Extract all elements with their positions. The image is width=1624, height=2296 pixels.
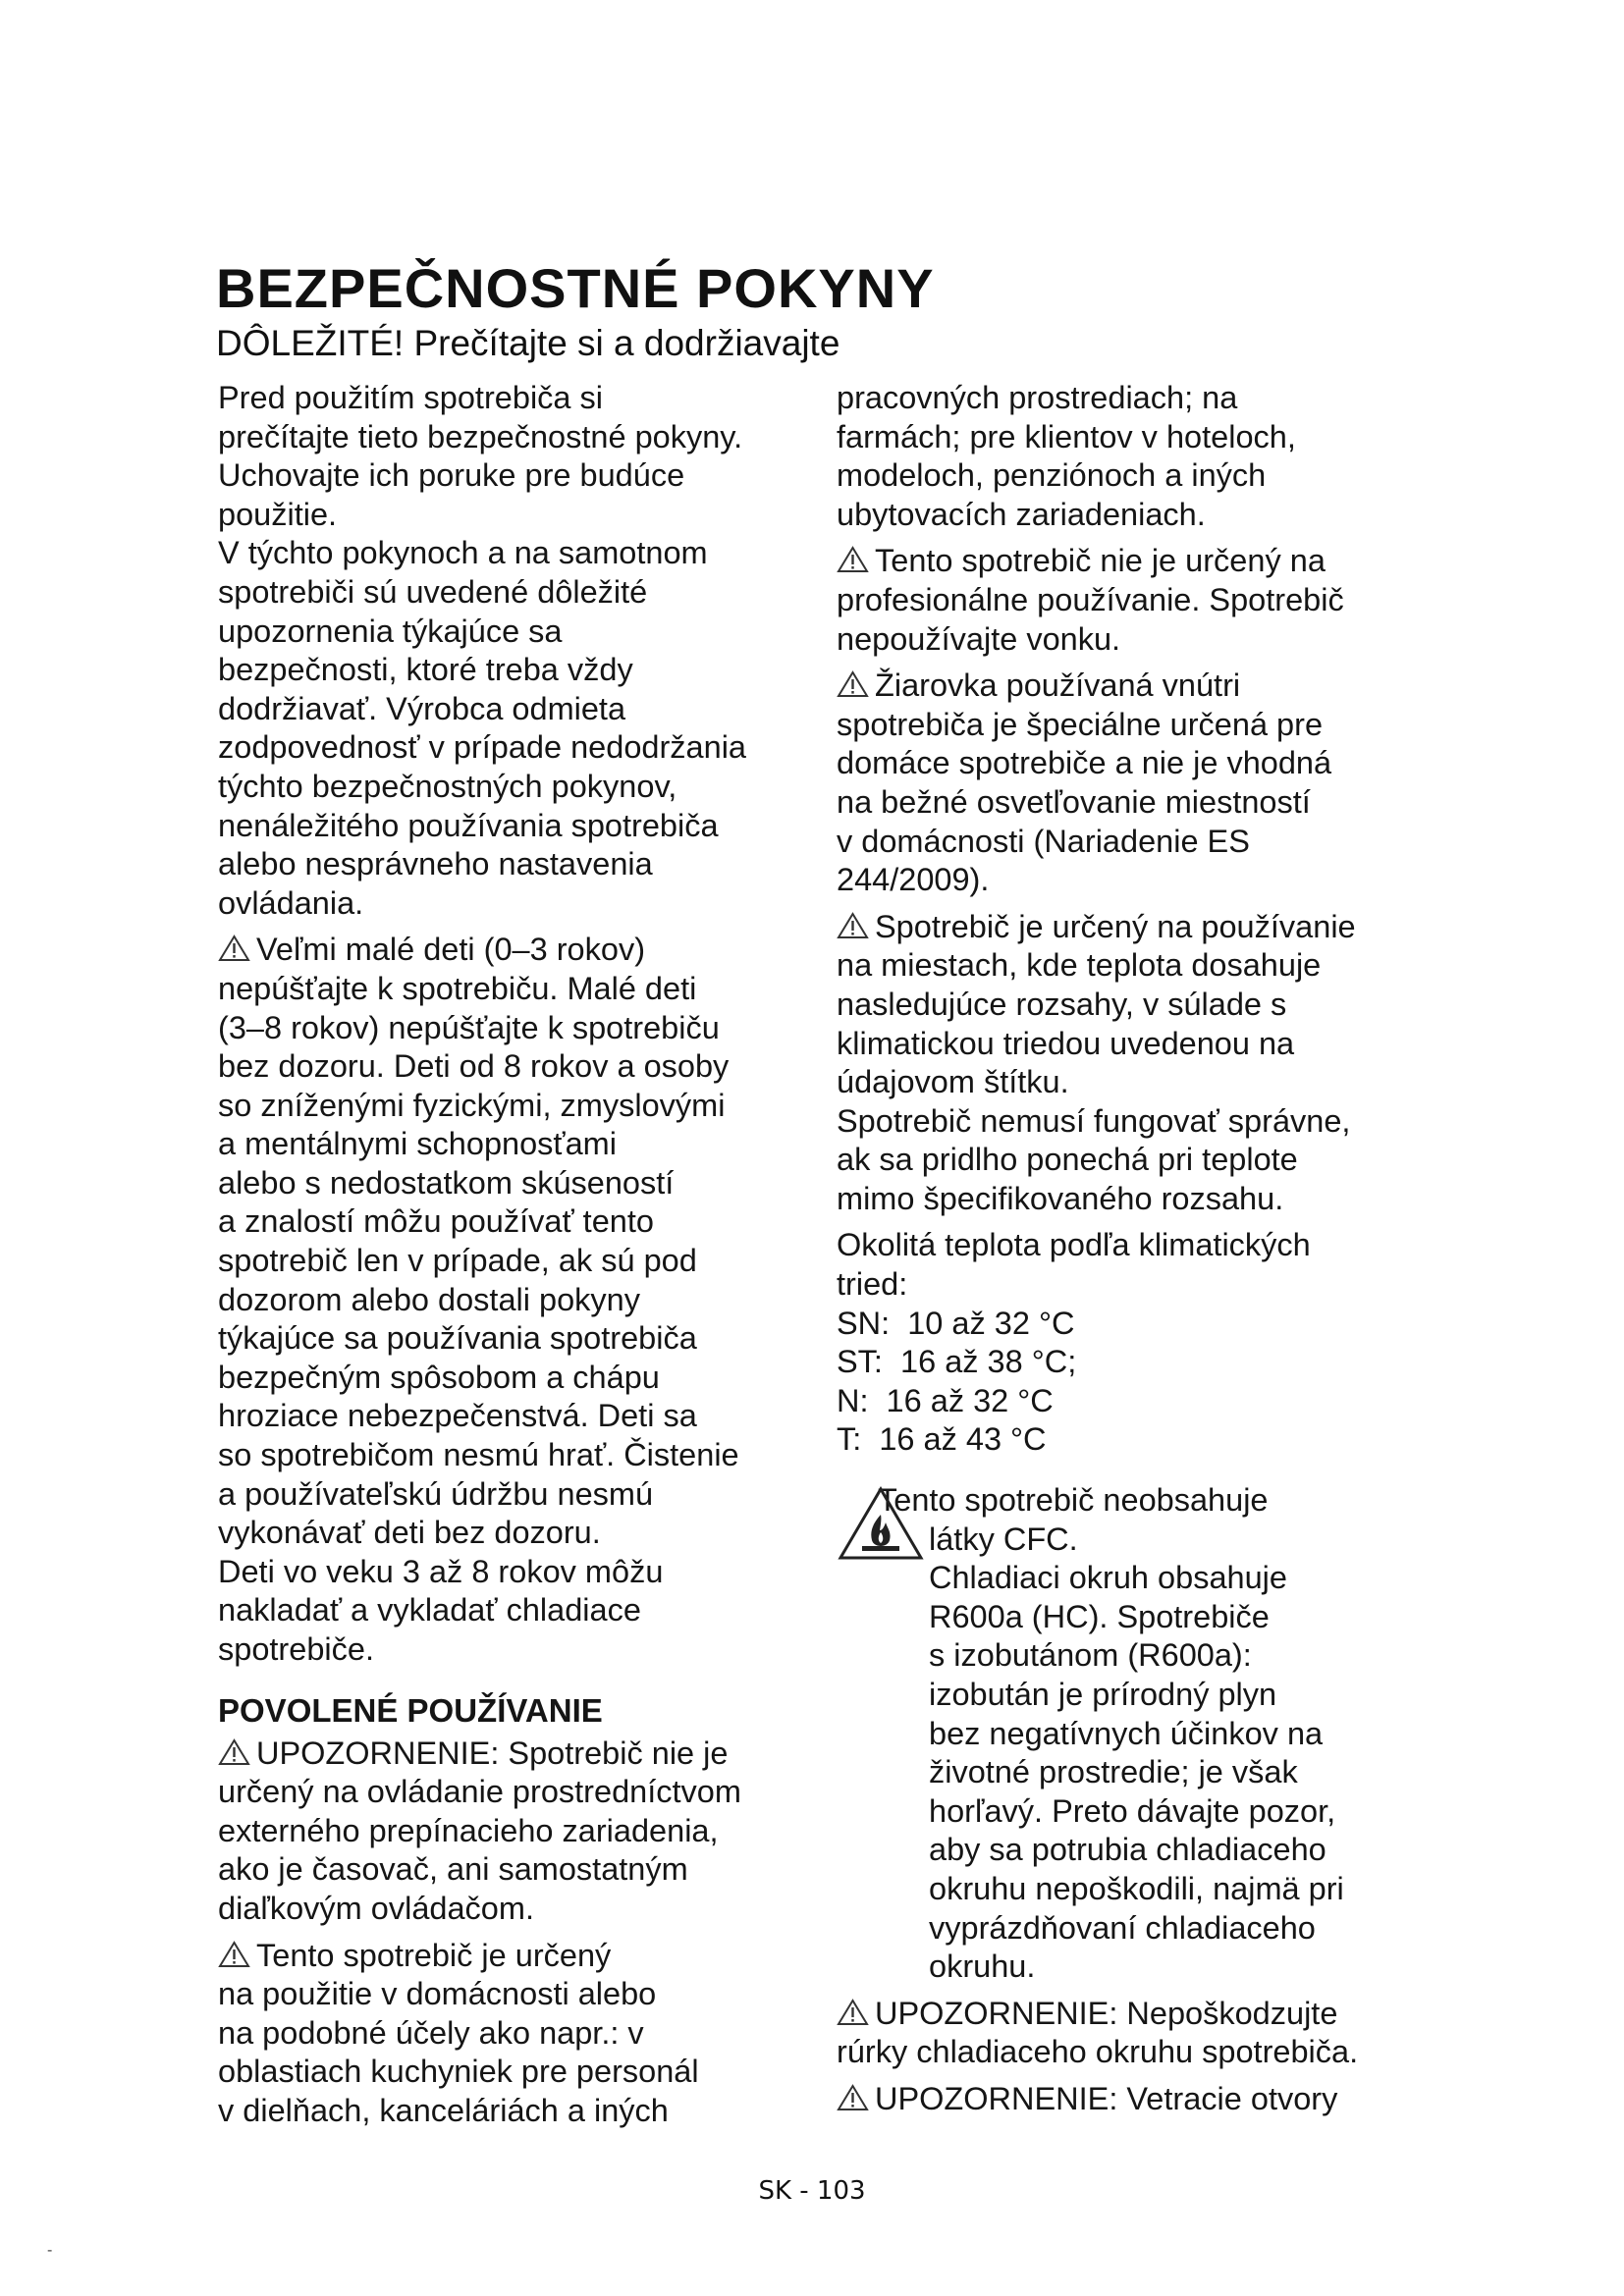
text-line: R600a (HC). Spotrebiče <box>929 1598 1270 1634</box>
text-line: Spotrebič je určený na používanie <box>875 908 1356 944</box>
text-line: nasledujúce rozsahy, v súlade s <box>837 986 1287 1022</box>
text-line: nepoužívajte vonku. <box>837 620 1121 657</box>
climate-warning-paragraph <box>837 908 1435 1219</box>
text-line: použitie. <box>218 496 338 532</box>
text-line: a mentálnymi schopnosťami <box>218 1126 617 1162</box>
text-line: a používateľskú údržbu nesmú <box>218 1475 654 1512</box>
warning-icon <box>218 1941 250 1968</box>
text-line: na podobné účely ako napr.: v <box>218 2014 644 2051</box>
text-line: vykonávať deti bez dozoru. <box>218 1515 601 1551</box>
flammable-warning-icon <box>837 1485 925 1562</box>
text-line: spotrebiče. <box>218 1631 374 1667</box>
climate-class-item: N: 16 až 32 °C <box>837 1382 1054 1418</box>
text-line: určený na ovládanie prostredníctvom <box>218 1774 741 1810</box>
text-line: ak sa pridlho ponechá pri teplote <box>837 1142 1298 1178</box>
text-line: izobután je prírodný plyn <box>929 1677 1277 1712</box>
text-line: oblastiach kuchyniek pre personál <box>218 2054 699 2090</box>
climate-classes-list <box>837 1305 1435 1460</box>
text-line: na bežné osvetľovanie miestností <box>837 783 1311 820</box>
climate-class-item: ST: 16 až 38 °C; <box>837 1344 1077 1380</box>
margin-mark: - <box>47 2242 53 2259</box>
text-line: farmách; pre klientov v hoteloch, <box>837 418 1296 454</box>
text-line: so spotrebičom nesmú hrať. Čistenie <box>218 1437 739 1473</box>
outdoor-warning-paragraph <box>837 542 1435 659</box>
text-line: Veľmi malé deti (0–3 rokov) <box>256 932 646 968</box>
climate-class-item: SN: 10 až 32 °C <box>837 1305 1075 1341</box>
warning-icon <box>837 912 869 939</box>
text-line: (3–8 rokov) nepúšťajte k spotrebiču <box>218 1009 720 1045</box>
text-line: Deti vo veku 3 až 8 rokov môžu <box>218 1553 664 1589</box>
text-line: v dielňach, kanceláriách a iných <box>218 2092 669 2128</box>
text-line: domáce spotrebiče a nie je vhodná <box>837 745 1332 781</box>
text-line: rúrky chladiaceho okruhu spotrebiča. <box>837 2034 1359 2070</box>
intro-paragraph <box>218 379 827 534</box>
warning-icon <box>837 546 869 573</box>
text-line: upozornenia týkajúce sa <box>218 613 563 649</box>
continuation-paragraph <box>837 379 1435 534</box>
text-line: UPOZORNENIE: Nepoškodzujte <box>875 1995 1338 2031</box>
children-warning-paragraph <box>218 931 827 1669</box>
text-line: týchto bezpečnostných pokynov, <box>218 768 677 804</box>
text-line: ovládania. <box>218 884 364 921</box>
text-line: Okolitá teplota podľa klimatických <box>837 1227 1311 1263</box>
text-line: okruhu. <box>929 1949 1036 1985</box>
text-line: klimatickou triedou uvedenou na <box>837 1025 1295 1061</box>
text-line: bez dozoru. Deti od 8 rokov a osoby <box>218 1048 730 1085</box>
text-line: nepúšťajte k spotrebiču. Malé deti <box>218 970 697 1006</box>
text-line: alebo nesprávneho nastavenia <box>218 846 653 882</box>
text-line: dozorom alebo dostali pokyny <box>218 1281 640 1317</box>
text-line: v domácnosti (Nariadenie ES <box>837 823 1250 859</box>
warning-icon <box>837 670 869 698</box>
text-line: látky CFC. <box>929 1521 1078 1557</box>
text-line: UPOZORNENIE: Spotrebič nie je <box>256 1735 729 1771</box>
text-line: s izobutánom (R600a): <box>929 1637 1252 1674</box>
text-line: Uchovajte ich poruke pre budúce <box>218 457 685 494</box>
text-line: vyprázdňovaní chladiaceho <box>929 1909 1316 1946</box>
text-line: bezpečnosti, ktoré treba vždy <box>218 652 633 688</box>
text-line: tried: <box>837 1266 908 1303</box>
page-number: SK - 103 <box>758 2176 866 2206</box>
warning-icon <box>218 1738 250 1766</box>
text-line: Pred použitím spotrebiča si <box>218 380 603 415</box>
page-title: BEZPEČNOSTNÉ POKYNY <box>216 257 935 319</box>
text-line: V týchto pokynoch a na samotnom <box>218 535 708 571</box>
text-line: aby sa potrubia chladiaceho <box>929 1832 1326 1868</box>
bulb-warning-paragraph <box>837 667 1435 900</box>
ambient-intro-paragraph <box>837 1226 1435 1304</box>
left-column <box>218 379 827 2131</box>
text-line: na miestach, kde teplota dosahuje <box>837 947 1322 984</box>
text-line: Tento spotrebič je určený <box>256 1937 612 1973</box>
text-line: ubytovacích zariadeniach. <box>837 496 1206 532</box>
text-line: profesionálne používanie. Spotrebič <box>837 581 1344 617</box>
cfc-notice-paragraph <box>837 1481 1435 1987</box>
text-line: nenáležitého používania spotrebiča <box>218 807 719 843</box>
text-line: mimo špecifikovaného rozsahu. <box>837 1180 1284 1216</box>
text-line: Chladiaci okruh obsahuje <box>929 1560 1287 1596</box>
text-line: prečítajte tieto bezpečnostné pokyny. <box>218 418 743 454</box>
text-line: na použitie v domácnosti alebo <box>218 1976 657 2012</box>
pipe-warning-paragraph <box>837 1995 1435 2072</box>
text-line: bezpečným spôsobom a chápu <box>218 1359 660 1395</box>
vent-warning-paragraph <box>837 2080 1435 2119</box>
warning-icon <box>837 2084 869 2111</box>
text-line: spotrebiči sú uvedené dôležité <box>218 573 648 610</box>
text-line: pracovných prostrediach; na <box>837 380 1238 415</box>
text-line: horľavý. Preto dávajte pozor, <box>929 1792 1336 1829</box>
safety-notice-paragraph <box>218 534 827 923</box>
timer-warning-paragraph <box>218 1735 827 1929</box>
text-line: so zníženými fyzickými, zmyslovými <box>218 1087 726 1123</box>
text-line: a znalostí môžu používať tento <box>218 1203 654 1240</box>
text-line: dodržiavať. Výrobca odmieta <box>218 690 626 726</box>
text-line: spotrebič len v prípade, ak sú pod <box>218 1243 697 1279</box>
text-line: týkajúce sa používania spotrebiča <box>218 1320 697 1357</box>
text-line: okruhu nepoškodili, najmä pri <box>929 1870 1344 1906</box>
text-line: modeloch, penziónoch a iných <box>837 457 1267 494</box>
section-heading: POVOLENÉ POUŽÍVANIE <box>218 1691 603 1729</box>
warning-icon <box>837 1999 869 2026</box>
household-warning-paragraph <box>218 1937 827 2131</box>
text-line: ako je časovač, ani samostatným <box>218 1851 688 1888</box>
text-line: Tento spotrebič nie je určený na <box>875 543 1326 579</box>
text-line: údajovom štítku. <box>837 1064 1069 1100</box>
text-line: zodpovednosť v prípade nedodržania <box>218 729 746 766</box>
text-line: spotrebiča je špeciálne určená pre <box>837 706 1324 742</box>
text-line: Tento spotrebič neobsahuje <box>878 1482 1269 1519</box>
text-line: 244/2009). <box>837 862 990 898</box>
page-subtitle: DÔLEŽITÉ! Prečítajte si a dodržiavajte <box>216 323 840 363</box>
right-column <box>837 379 1435 2119</box>
climate-class-item: T: 16 až 43 °C <box>837 1421 1047 1458</box>
warning-icon <box>218 934 250 962</box>
text-line: externého prepínacieho zariadenia, <box>218 1812 719 1848</box>
text-line: diaľkovým ovládačom. <box>218 1890 534 1926</box>
text-line: Žiarovka používaná vnútri <box>875 667 1241 704</box>
text-line: hroziace nebezpečenstvá. Deti sa <box>218 1398 697 1434</box>
text-line: Spotrebič nemusí fungovať správne, <box>837 1102 1351 1139</box>
text-line: alebo s nedostatkom skúseností <box>218 1164 675 1201</box>
text-line: nakladať a vykladať chladiace <box>218 1592 641 1629</box>
text-line: životné prostredie; je však <box>929 1754 1298 1790</box>
text-line: bez negatívnych účinkov na <box>929 1715 1324 1751</box>
text-line: UPOZORNENIE: Vetracie otvory <box>875 2080 1338 2116</box>
